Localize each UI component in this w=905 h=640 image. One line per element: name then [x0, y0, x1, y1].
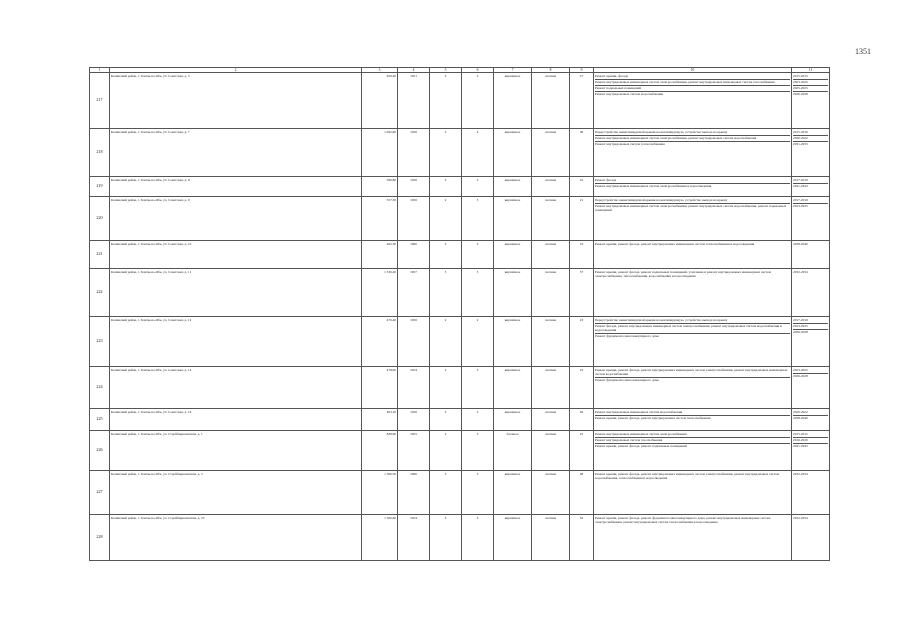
cell-roof: скатная: [532, 317, 570, 367]
table-row: [90, 197, 830, 241]
cell-entrances: 2: [462, 241, 494, 269]
cell-address: Калинский район, г. Ханты-на-Обь, ул. Советская, д. 14: [110, 367, 362, 409]
cell-year: 1960: [398, 471, 430, 515]
work-item: Ремонт внутридомовых инженерных систем электроснабжения и водоотведения: [595, 183, 790, 188]
cell-works: [594, 177, 792, 197]
cell-periods: [792, 129, 830, 177]
cell-wall: блочное: [494, 431, 532, 471]
cell-wall: кирпичное: [494, 269, 532, 317]
cell-roof: скатная: [532, 73, 570, 129]
cell-floors: 2: [430, 431, 462, 471]
cell-count: 25: [570, 431, 594, 471]
column-number: 10: [594, 68, 792, 73]
column-number: 6: [462, 68, 494, 73]
cell-num: 228: [90, 515, 110, 561]
period-item: 2020-2022: [793, 409, 808, 414]
cell-works: [594, 367, 792, 409]
work-item: Ремонт крыши, ремонт фасада, ремонт подвальных помещений: [595, 443, 790, 448]
cell-floors: 3: [430, 471, 462, 515]
column-number: 2: [110, 68, 362, 73]
cell-num: 218: [90, 129, 110, 177]
cell-entrances: 3: [462, 367, 494, 409]
cell-num: 223: [90, 317, 110, 367]
period-item: 2025-2025: [793, 85, 828, 90]
column-number: 4: [398, 68, 430, 73]
period-item: 2020-2022: [793, 135, 828, 140]
column-number: 9: [570, 68, 594, 73]
cell-count: 48: [570, 471, 594, 515]
table-row: [90, 431, 830, 471]
work-item: Ремонт крыши, ремонт фасада, ремонт внутридомовых инженерных систем электроснабжения, ремонт внутридомовых инженерных систем водоснабжения: [595, 367, 788, 376]
cell-count: 21: [570, 197, 594, 241]
period-item: 2023-2025: [793, 367, 808, 372]
cell-area: 557,50: [362, 197, 398, 241]
cell-periods: [792, 73, 830, 129]
column-number: 3: [362, 68, 398, 73]
work-item: Ремонт внутридомовых систем теплоснабжения: [595, 141, 790, 146]
cell-periods: [792, 177, 830, 197]
cell-entrances: 3: [462, 197, 494, 241]
period-item: 2017-2019: [793, 317, 808, 322]
cell-num: 225: [90, 409, 110, 431]
work-item: Ремонт крыши, ремонт фасада, ремонт подвальных помещений, утепление и ремонт внутридомовых инженерных систем электроснабжения, теплоснабжения, водоснабжения и водоотведения: [595, 269, 771, 278]
cell-works: [594, 73, 792, 129]
cell-floors: 2: [430, 241, 462, 269]
cell-address: Калинский район, г. Ханты-на-Обь, ул. Стройбирюзинская, д. 1: [110, 431, 362, 471]
cell-periods: [792, 367, 830, 409]
cell-count: 26: [570, 409, 594, 431]
cell-periods: [792, 317, 830, 367]
cell-roof: скатная: [532, 269, 570, 317]
cell-roof: скатная: [532, 177, 570, 197]
period-item: 2023-2025: [793, 323, 828, 328]
cell-address: Калинский район, г. Ханты-на-Обь, ул. Советская, д. 8: [110, 177, 362, 197]
work-item: Ремонт внутридомовых систем газоснабжения: [595, 437, 790, 442]
cell-roof: скатная: [532, 515, 570, 561]
cell-entrances: 2: [462, 317, 494, 367]
cell-address: Калинский район, г. Ханты-на-Обь, ул. Советская, д. 16: [110, 409, 362, 431]
cell-area: 1 306,50: [362, 471, 398, 515]
column-number: 8: [532, 68, 570, 73]
cell-area: 493,10: [362, 409, 398, 431]
cell-address: Калинский район, г. Ханты-на-Обь, ул. Советская, д. 9: [110, 197, 362, 241]
period-item: 2026-2028: [793, 373, 828, 378]
cell-works: [594, 241, 792, 269]
cell-entrances: 3: [462, 409, 494, 431]
work-item: Ремонт подвальных помещений: [595, 85, 790, 90]
period-item: 2031-2033: [793, 141, 828, 146]
table-row: [90, 73, 830, 129]
cell-works: [594, 317, 792, 367]
cell-address: Калинский район, г. Ханты-на-Обь, ул. Стройбирюзинская, д. 23: [110, 515, 362, 561]
cell-floors: 2: [430, 317, 462, 367]
cell-floors: 3: [430, 269, 462, 317]
cell-address: Калинский район, г. Ханты-на-Обь, ул. Советская, д. 5: [110, 73, 362, 129]
period-item: 2026-2028: [793, 91, 828, 96]
cell-area: 470,40: [362, 317, 398, 367]
period-item: 2016-2020: [793, 437, 828, 442]
cell-floors: 2: [430, 197, 462, 241]
cell-num: 226: [90, 431, 110, 471]
cell-floors: 2: [430, 73, 462, 129]
cell-entrances: 3: [462, 515, 494, 561]
work-item: Ремонт крыши, ремонт фасада, ремонт внутридомовых инженерных систем теплоснабжения и водоотведения: [595, 241, 755, 246]
cell-entrances: 3: [462, 471, 494, 515]
cell-periods: [792, 471, 830, 515]
cell-works: [594, 431, 792, 471]
cell-address: Калинский район, г. Ханты-на-Обь, ул. Советская, д. 11: [110, 269, 362, 317]
cell-wall: кирпичное: [494, 73, 532, 129]
column-number: 5: [430, 68, 462, 73]
cell-count: 23: [570, 317, 594, 367]
period-item: 2023-2025: [793, 203, 828, 208]
cell-wall: кирпичное: [494, 197, 532, 241]
cell-roof: скатная: [532, 197, 570, 241]
cell-address: Калинский район, г. Ханты-на-Обь, ул. Советская, д. 12: [110, 317, 362, 367]
cell-year: 1956: [398, 129, 430, 177]
cell-wall: кирпичное: [494, 241, 532, 269]
cell-floors: 2: [430, 409, 462, 431]
cell-count: 27: [570, 73, 594, 129]
work-item: Ремонт крыши, ремонт фасада, ремонт внутридомовых систем теплоснабжения: [595, 415, 790, 420]
table-row: [90, 409, 830, 431]
cell-floors: 2: [430, 177, 462, 197]
page-number: 1351: [855, 47, 871, 56]
cell-wall: кирпичное: [494, 317, 532, 367]
cell-periods: [792, 409, 830, 431]
cell-year: 1951: [398, 73, 430, 129]
table-row: [90, 515, 830, 561]
cell-year: 1957: [398, 269, 430, 317]
cell-num: 219: [90, 177, 110, 197]
work-item: Ремонт фундамента многоквартирного дома: [595, 377, 790, 382]
cell-roof: скатная: [532, 431, 570, 471]
work-item: Ремонт фасада, ремонт внутридомовых инженерных систем электроснабжения, ремонт внутридомовых систем водоснабжения и водоотведения: [595, 323, 790, 332]
period-item: 2038-2040: [793, 241, 808, 246]
cell-wall: кирпичное: [494, 129, 532, 177]
cell-entrances: 3: [462, 269, 494, 317]
cell-wall: кирпичное: [494, 515, 532, 561]
cell-num: 217: [90, 73, 110, 129]
cell-roof: скатная: [532, 409, 570, 431]
cell-wall: кирпичное: [494, 367, 532, 409]
cell-roof: скатная: [532, 471, 570, 515]
period-item: 2038-2040: [793, 415, 828, 420]
cell-count: 32: [570, 515, 594, 561]
cell-roof: скатная: [532, 367, 570, 409]
cell-entrances: 3: [462, 73, 494, 129]
work-item: Переустройство невентилируемой крыши на вентилируемую, устройство выхода на крышу: [595, 197, 728, 202]
cell-works: [594, 471, 792, 515]
cell-periods: [792, 431, 830, 471]
column-number: 7: [494, 68, 532, 73]
cell-area: 1 092,90: [362, 129, 398, 177]
cell-count: 19: [570, 367, 594, 409]
work-item: Ремонт внутридомовых инженерных систем электроснабжения, ремонт внутридомовых систем водоснабжения: [595, 135, 790, 140]
cell-area: 596,80: [362, 177, 398, 197]
cell-floors: 2: [430, 367, 462, 409]
period-item: 2017-2019: [793, 177, 808, 182]
cell-year: 1954: [398, 515, 430, 561]
cell-year: 1960: [398, 241, 430, 269]
cell-roof: скатная: [532, 129, 570, 177]
cell-works: [594, 197, 792, 241]
column-number: 1: [90, 68, 110, 73]
cell-wall: кирпичное: [494, 177, 532, 197]
period-item: 2026-2028: [793, 329, 828, 334]
column-number: 11: [792, 68, 830, 73]
period-item: 2032-2034: [793, 471, 808, 476]
work-item: Ремонт внутридомовых систем водоснабжения: [595, 91, 790, 96]
work-item: Ремонт внутридомовых инженерных систем электроснабжения: [595, 431, 687, 436]
cell-num: 220: [90, 197, 110, 241]
cell-address: Калинский район, г. Ханты-на-Обь, ул. Советская, д. 7: [110, 129, 362, 177]
work-item: Ремонт крыши, ремонт фасада, ремонт фундамента многоквартирного дома, ремонт внутридомовых инженерных систем электроснабжения, ремонт внутридомовых систем теплоснабжения и водоотведения: [595, 515, 771, 524]
period-item: 2023-2025: [793, 79, 828, 84]
cell-periods: [792, 197, 830, 241]
work-item: Ремонт фундамента многоквартирного дома: [595, 333, 790, 338]
period-item: 2032-2034: [793, 515, 808, 520]
cell-count: 36: [570, 129, 594, 177]
cell-num: 222: [90, 269, 110, 317]
table-row: [90, 129, 830, 177]
cell-year: 1954: [398, 367, 430, 409]
cell-periods: [792, 515, 830, 561]
cell-floors: 3: [430, 129, 462, 177]
cell-area: 1 336,20: [362, 269, 398, 317]
cell-works: [594, 515, 792, 561]
cell-periods: [792, 269, 830, 317]
cell-num: 224: [90, 367, 110, 409]
work-item: Ремонт фасада: [595, 177, 617, 182]
cell-roof: скатная: [532, 241, 570, 269]
cell-wall: кирпичное: [494, 471, 532, 515]
work-item: Ремонт крыши, фасада: [595, 73, 629, 78]
period-item: 2015-2015: [793, 431, 808, 436]
period-item: 2015-2016: [793, 129, 808, 134]
cell-num: 227: [90, 471, 110, 515]
cell-year: 1956: [398, 317, 430, 367]
cell-works: [594, 269, 792, 317]
work-item: Ремонт внутридомовых инженерных систем электроснабжения, ремонт внутридомовых систем водоснабжения, ремонт подвальных помещений: [595, 203, 790, 212]
cell-entrances: 3: [462, 431, 494, 471]
cell-area: 492,30: [362, 241, 398, 269]
cell-works: [594, 409, 792, 431]
cell-periods: [792, 241, 830, 269]
cell-entrances: 3: [462, 177, 494, 197]
cell-wall: кирпичное: [494, 409, 532, 431]
work-item: Ремонт внутридомовых инженерных систем водоснабжения: [595, 409, 683, 414]
cell-area: 1 300,60: [362, 515, 398, 561]
cell-year: 1955: [398, 431, 430, 471]
cell-count: 22: [570, 177, 594, 197]
cell-area: 478,00: [362, 367, 398, 409]
table-row: [90, 241, 830, 269]
table-row: [90, 367, 830, 409]
cell-count: 37: [570, 269, 594, 317]
cell-floors: 3: [430, 515, 462, 561]
cell-num: 221: [90, 241, 110, 269]
cell-year: 1956: [398, 409, 430, 431]
work-item: Переустройство невентилируемой крыши на вентилируемую, устройство выхода на крышу: [595, 129, 728, 134]
table-row: [90, 317, 830, 367]
period-item: 2032-2034: [793, 269, 808, 274]
cell-address: Калинский район, г. Ханты-на-Обь, ул. Советская, д. 10: [110, 241, 362, 269]
cell-area: 828,90: [362, 431, 398, 471]
period-item: 2015-2015: [793, 73, 808, 78]
cell-area: 656,40: [362, 73, 398, 129]
cell-address: Калинский район, г. Ханты-на-Обь, ул. Стройбирюзинская, д. 2: [110, 471, 362, 515]
work-item: Переустройство невентилируемой крыши на вентилируемую, устройство выхода на крышу: [595, 317, 728, 322]
cell-year: 1956: [398, 177, 430, 197]
cell-count: 16: [570, 241, 594, 269]
period-item: 2041-2043: [793, 443, 828, 448]
cell-entrances: 4: [462, 129, 494, 177]
housing-register-table: [89, 67, 830, 561]
cell-year: 1956: [398, 197, 430, 241]
table-row: [90, 269, 830, 317]
cell-works: [594, 129, 792, 177]
period-item: 2041-2043: [793, 183, 828, 188]
table-row: [90, 177, 830, 197]
period-item: 2017-2019: [793, 197, 808, 202]
work-item: Ремонт крыши, ремонт фасада, ремонт внутридомовых инженерных систем электроснабжения, ремонт внутридомовых систем водоснабжения, теплоснабжения и водоотведения: [595, 471, 780, 480]
table-row: [90, 471, 830, 515]
work-item: Ремонт внутридомовых инженерных систем электроснабжения, ремонт внутридомовых инженерных систем газоснабжения: [595, 79, 790, 84]
